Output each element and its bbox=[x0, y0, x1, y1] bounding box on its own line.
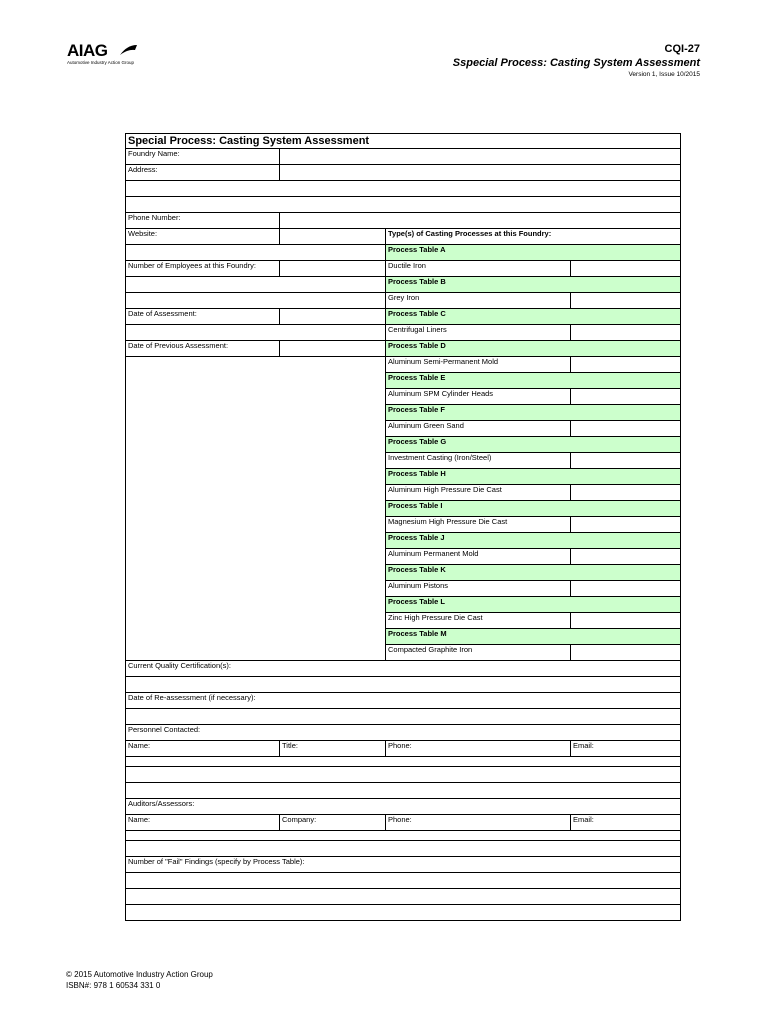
foundry-name-label: Foundry Name: bbox=[126, 149, 280, 165]
address-row bbox=[126, 165, 681, 181]
date-assessment-field[interactable] bbox=[280, 309, 386, 325]
form-title-row bbox=[126, 134, 681, 149]
personnel-col-phone: Phone: bbox=[386, 741, 571, 757]
process-subrow bbox=[126, 357, 681, 373]
process-entry-field[interactable] bbox=[571, 453, 681, 469]
process-subrow bbox=[126, 309, 681, 325]
process-name: Centrifugal Liners bbox=[386, 325, 571, 341]
process-entry-field[interactable] bbox=[571, 293, 681, 309]
process-table-label: Process Table D bbox=[386, 341, 681, 357]
process-table-list bbox=[126, 245, 681, 661]
address-row-3 bbox=[126, 197, 681, 213]
fail-findings-field[interactable] bbox=[126, 889, 681, 905]
process-table-label: Process Table A bbox=[386, 245, 681, 261]
process-entry-field[interactable] bbox=[571, 613, 681, 629]
swoosh-icon bbox=[120, 43, 138, 57]
personnel-col-title: Title: bbox=[280, 741, 386, 757]
auditors-header-row bbox=[126, 815, 681, 831]
process-name: Investment Casting (Iron/Steel) bbox=[386, 453, 571, 469]
date-previous-label: Date of Previous Assessment: bbox=[126, 341, 280, 357]
foundry-name-field[interactable] bbox=[280, 149, 681, 165]
process-subrow bbox=[126, 277, 681, 293]
phone-label: Phone Number: bbox=[126, 213, 280, 229]
personnel-col-name: Name: bbox=[126, 741, 280, 757]
website-row bbox=[126, 229, 681, 245]
assessment-form bbox=[125, 133, 681, 921]
reassessment-field[interactable] bbox=[126, 709, 681, 725]
process-table-label: Process Table E bbox=[386, 373, 681, 389]
auditor-field[interactable] bbox=[126, 841, 681, 857]
process-name: Aluminum High Pressure Die Cast bbox=[386, 485, 571, 501]
reassessment-row bbox=[126, 693, 681, 709]
process-entry-field[interactable] bbox=[571, 421, 681, 437]
fail-findings-entry bbox=[126, 873, 681, 889]
fail-findings-label: Number of "Fail" Findings (specify by Process Table): bbox=[126, 857, 681, 873]
personnel-entry-row bbox=[126, 783, 681, 799]
process-subrow bbox=[126, 341, 681, 357]
fail-findings-field[interactable] bbox=[126, 905, 681, 921]
document-title: Sspecial Process: Casting System Assessment bbox=[452, 57, 700, 69]
logo-subtitle: Automotive Industry Action Group bbox=[67, 60, 135, 65]
process-entry-field[interactable] bbox=[571, 581, 681, 597]
copyright-text: © 2015 Automotive Industry Action Group bbox=[66, 970, 213, 979]
process-table-label: Process Table G bbox=[386, 437, 681, 453]
personnel-label: Personnel Contacted: bbox=[126, 725, 681, 741]
phone-row bbox=[126, 213, 681, 229]
process-name: Magnesium High Pressure Die Cast bbox=[386, 517, 571, 533]
process-entry-field[interactable] bbox=[571, 549, 681, 565]
process-entry-field[interactable] bbox=[571, 325, 681, 341]
document-header bbox=[453, 43, 700, 79]
process-entry-field[interactable] bbox=[571, 645, 681, 661]
quality-cert-label: Current Quality Certification(s): bbox=[126, 661, 681, 677]
process-table-label: Process Table M bbox=[386, 629, 681, 645]
foundry-name-row bbox=[126, 149, 681, 165]
auditors-row bbox=[126, 799, 681, 815]
personnel-field[interactable] bbox=[126, 783, 681, 799]
process-table-label: Process Table J bbox=[386, 533, 681, 549]
blank-cell bbox=[126, 245, 386, 261]
process-subrow bbox=[126, 293, 681, 309]
process-name: Ductile Iron bbox=[386, 261, 571, 277]
auditor-col-name: Name: bbox=[126, 815, 280, 831]
auditor-col-email: Email: bbox=[571, 815, 681, 831]
blank-cell bbox=[126, 293, 386, 309]
process-table-label: Process Table C bbox=[386, 309, 681, 325]
auditor-col-company: Company: bbox=[280, 815, 386, 831]
process-entry-field[interactable] bbox=[571, 517, 681, 533]
process-entry-field[interactable] bbox=[571, 357, 681, 373]
quality-cert-field[interactable] bbox=[126, 677, 681, 693]
employees-label: Number of Employees at this Foundry: bbox=[126, 261, 280, 277]
auditor-entry-row bbox=[126, 831, 681, 841]
process-name: Grey Iron bbox=[386, 293, 571, 309]
auditor-entry-row bbox=[126, 841, 681, 857]
personnel-col-email: Email: bbox=[571, 741, 681, 757]
personnel-row bbox=[126, 725, 681, 741]
process-table-label: Process Table I bbox=[386, 501, 681, 517]
quality-cert-entry bbox=[126, 677, 681, 693]
process-name: Compacted Graphite Iron bbox=[386, 645, 571, 661]
reassessment-entry bbox=[126, 709, 681, 725]
process-entry-field[interactable] bbox=[571, 389, 681, 405]
process-table-label: Process Table B bbox=[386, 277, 681, 293]
auditor-field[interactable] bbox=[126, 831, 681, 841]
process-name: Aluminum Green Sand bbox=[386, 421, 571, 437]
date-assessment-label: Date of Assessment: bbox=[126, 309, 280, 325]
fail-findings-field[interactable] bbox=[126, 873, 681, 889]
date-previous-field[interactable] bbox=[280, 341, 386, 357]
process-name: Aluminum Permanent Mold bbox=[386, 549, 571, 565]
reassessment-label: Date of Re-assessment (if necessary): bbox=[126, 693, 681, 709]
fail-findings-entry bbox=[126, 889, 681, 905]
address-row-2 bbox=[126, 181, 681, 197]
document-code: CQI-27 bbox=[664, 43, 700, 55]
process-subrow bbox=[126, 325, 681, 341]
auditor-col-phone: Phone: bbox=[386, 815, 571, 831]
quality-cert-row bbox=[126, 661, 681, 677]
logo-text: AIAG bbox=[67, 41, 108, 60]
personnel-field[interactable] bbox=[126, 757, 681, 767]
notes-area[interactable] bbox=[126, 357, 386, 661]
auditors-label: Auditors/Assessors: bbox=[126, 799, 681, 815]
aiag-logo bbox=[67, 42, 134, 66]
process-name: Aluminum SPM Cylinder Heads bbox=[386, 389, 571, 405]
process-table-label: Process Table L bbox=[386, 597, 681, 613]
website-field[interactable] bbox=[280, 229, 386, 245]
process-name: Aluminum Semi-Permanent Mold bbox=[386, 357, 571, 373]
personnel-header-row bbox=[126, 741, 681, 757]
process-name: Aluminum Pistons bbox=[386, 581, 571, 597]
process-name: Zinc High Pressure Die Cast bbox=[386, 613, 571, 629]
isbn-text: ISBN#: 978 1 60534 331 0 bbox=[66, 981, 161, 990]
page-footer bbox=[66, 969, 213, 991]
fail-findings-entry bbox=[126, 905, 681, 921]
personnel-field[interactable] bbox=[126, 767, 681, 783]
form-title: Special Process: Casting System Assessment bbox=[126, 134, 681, 149]
address-field-3[interactable] bbox=[126, 197, 681, 213]
address-field[interactable] bbox=[280, 165, 681, 181]
process-table-label: Process Table F bbox=[386, 405, 681, 421]
process-table-label: Process Table K bbox=[386, 565, 681, 581]
website-label: Website: bbox=[126, 229, 280, 245]
casting-types-header: Type(s) of Casting Processes at this Foundry: bbox=[386, 229, 681, 245]
fail-findings-row bbox=[126, 857, 681, 873]
personnel-entry-row bbox=[126, 757, 681, 767]
process-entry-field[interactable] bbox=[571, 261, 681, 277]
personnel-entry-row bbox=[126, 767, 681, 783]
process-entry-field[interactable] bbox=[571, 485, 681, 501]
address-field-2[interactable] bbox=[126, 181, 681, 197]
process-table-label: Process Table H bbox=[386, 469, 681, 485]
process-subrow bbox=[126, 261, 681, 277]
employees-field[interactable] bbox=[280, 261, 386, 277]
phone-field[interactable] bbox=[280, 213, 681, 229]
blank-cell bbox=[126, 277, 386, 293]
address-label: Address: bbox=[126, 165, 280, 181]
blank-cell bbox=[126, 325, 386, 341]
process-subrow bbox=[126, 245, 681, 261]
document-version: Version 1, Issue 10/2015 bbox=[628, 71, 700, 78]
